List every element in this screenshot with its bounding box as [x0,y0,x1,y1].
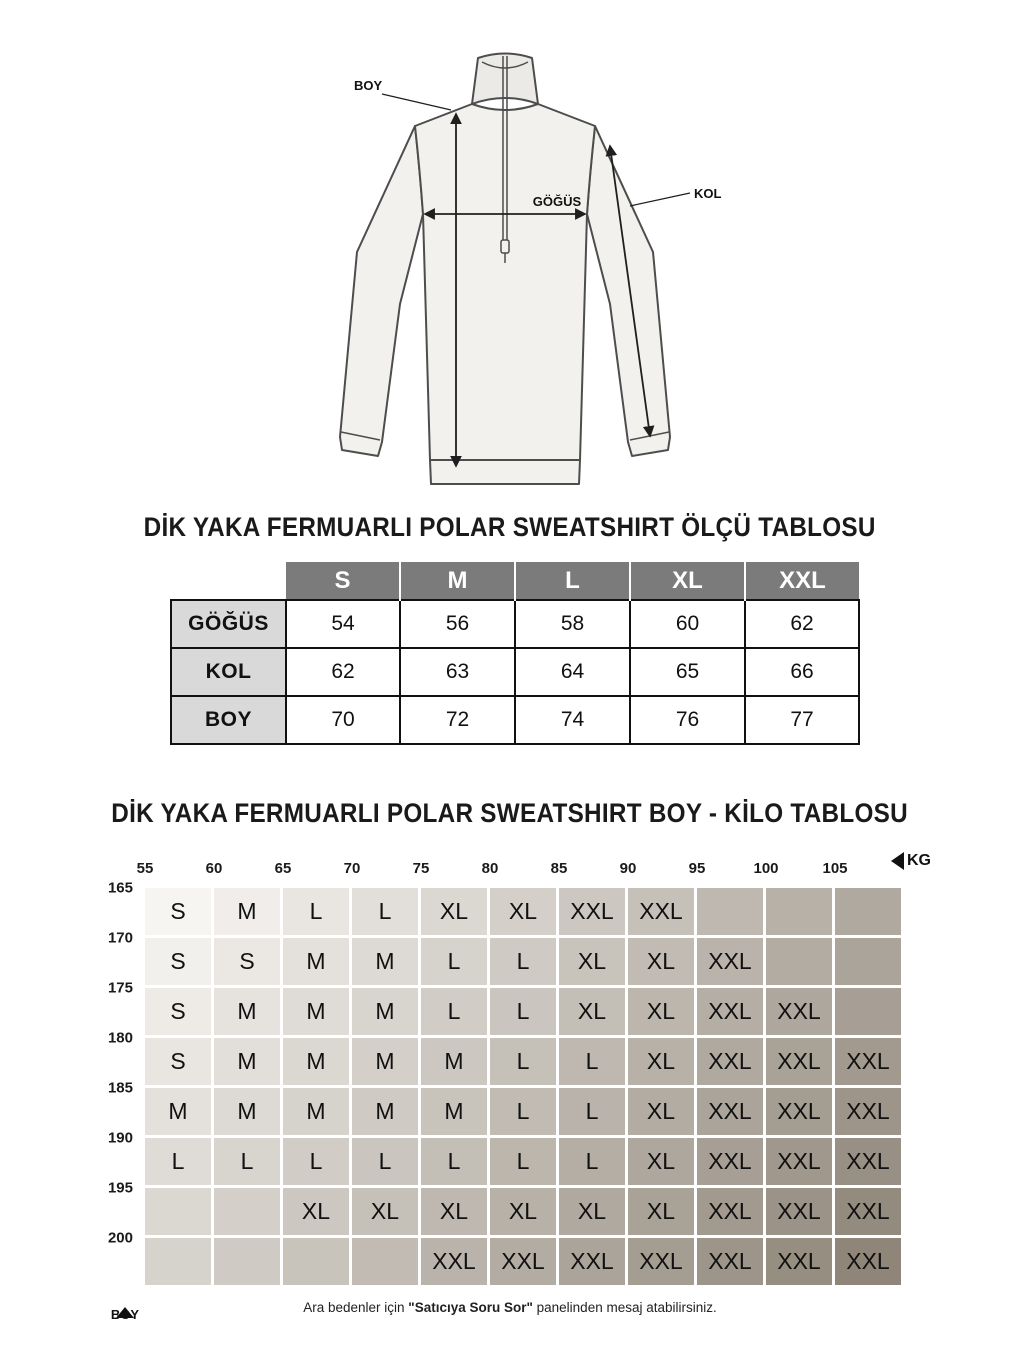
hw-size-cell: L [421,938,487,985]
hw-empty-cell [835,938,901,985]
hw-size-cell: XXL [835,1138,901,1185]
hw-size-cell: XXL [766,1188,832,1235]
hw-size-cell: L [490,1138,556,1185]
hw-size-cell: S [145,938,211,985]
hw-size-cell: M [283,938,349,985]
size-table-row [171,600,859,648]
hw-size-cell: XXL [490,1238,556,1285]
hw-size-cell: XXL [835,1238,901,1285]
boy-tick-label: 165 [107,879,133,897]
hw-size-cell: XXL [628,888,694,935]
hw-empty-cell [835,988,901,1035]
hem-band [430,460,580,484]
hw-size-cell: L [283,1138,349,1185]
hw-size-cell: L [490,938,556,985]
kg-tick-label: 65 [274,860,292,877]
size-table-title: DİK YAKA FERMUARLI POLAR SWEATSHIRT ÖLÇÜ TABLOSU [143,512,877,542]
hw-size-cell: XXL [697,1238,763,1285]
hw-empty-cell [352,1238,418,1285]
hw-size-cell: XXL [421,1238,487,1285]
hw-size-cell: M [352,1088,418,1135]
hw-empty-cell [145,1188,211,1235]
hw-size-cell: L [421,988,487,1035]
hw-size-cell: XL [559,938,625,985]
hw-size-cell: XL [628,1088,694,1135]
kg-tick-label: 75 [412,860,430,877]
right-sleeve [587,126,670,456]
size-column-header: S [286,562,400,600]
size-value-cell: 77 [745,696,859,744]
footer-note [0,1300,1020,1315]
kg-tick-label: 60 [205,860,223,877]
hw-size-cell: M [214,1088,280,1135]
hw-size-cell: M [352,938,418,985]
kg-tick-label: 95 [688,860,706,877]
hw-size-cell: XXL [766,988,832,1035]
hw-size-cell: S [145,888,211,935]
size-table-corner [171,562,286,600]
footer-note-quoted: "Satıcıya Soru Sor" [408,1300,533,1315]
size-column-header: XL [630,562,745,600]
size-value-cell: 62 [286,648,400,696]
hw-size-cell: L [352,1138,418,1185]
hw-size-cell: L [352,888,418,935]
length-label: BOY [354,78,383,93]
hw-size-cell: XL [559,1188,625,1235]
hw-size-cell: XL [628,1038,694,1085]
size-row-label: KOL [171,648,286,696]
hw-size-cell: XXL [697,1088,763,1135]
hw-size-cell: M [283,1088,349,1135]
chest-label: GÖĞÜS [532,194,582,209]
size-table-row [171,648,859,696]
hw-size-cell: XL [628,938,694,985]
hw-size-cell: XL [490,888,556,935]
size-column-header: L [515,562,630,600]
hw-size-cell: XL [628,1188,694,1235]
hw-empty-cell [835,888,901,935]
size-table [170,562,860,745]
hw-size-cell: S [214,938,280,985]
hw-size-cell: M [421,1088,487,1135]
hw-size-cell: XXL [628,1238,694,1285]
hw-size-cell: M [145,1088,211,1135]
hw-size-cell: L [490,988,556,1035]
sweatshirt-figure [320,42,740,507]
kg-tick-label: 55 [136,860,154,877]
size-value-cell: 58 [515,600,630,648]
height-weight-grid [145,888,901,1285]
hw-size-cell: L [490,1038,556,1085]
kg-tick-label: 80 [481,860,499,877]
hw-size-cell: XXL [559,888,625,935]
kg-axis-label: KG [907,852,931,869]
hw-size-cell: M [214,1038,280,1085]
hw-empty-cell [214,1238,280,1285]
size-value-cell: 62 [745,600,859,648]
hw-size-cell: XXL [559,1238,625,1285]
hw-size-cell: XXL [766,1038,832,1085]
hw-size-cell: XXL [697,988,763,1035]
hw-size-cell: XXL [697,1188,763,1235]
size-value-cell: 70 [286,696,400,744]
size-value-cell: 65 [630,648,745,696]
hw-size-cell: L [490,1088,556,1135]
kg-tick-label: 90 [619,860,637,877]
hw-empty-cell [214,1188,280,1235]
size-value-cell: 66 [745,648,859,696]
hw-size-cell: XL [421,1188,487,1235]
length-label-pointer [382,94,451,110]
hw-size-cell: XXL [697,1038,763,1085]
boy-tick-label: 195 [107,1179,133,1197]
hw-size-cell: XL [559,988,625,1035]
sleeve-label: KOL [694,186,722,201]
kg-arrow-icon [891,852,904,870]
hw-size-cell: M [214,888,280,935]
hw-empty-cell [697,888,763,935]
kg-tick-label: 70 [343,860,361,877]
boy-tick-label: 185 [107,1079,133,1097]
size-value-cell: 56 [400,600,515,648]
boy-tick-label: 180 [107,1029,133,1047]
size-column-header: XXL [745,562,859,600]
size-value-cell: 63 [400,648,515,696]
hw-size-cell: XXL [697,938,763,985]
hw-size-cell: XXL [766,1138,832,1185]
hw-size-cell: L [214,1138,280,1185]
hw-size-cell: M [352,988,418,1035]
size-value-cell: 54 [286,600,400,648]
hw-size-cell: L [559,1038,625,1085]
hw-size-cell: XL [628,988,694,1035]
hw-size-cell: L [283,888,349,935]
size-table-row [171,696,859,744]
boy-tick-label: 190 [107,1129,133,1147]
hw-size-cell: XXL [697,1138,763,1185]
kg-axis-legend [891,852,931,870]
size-table-body [171,600,859,744]
hw-size-cell: XL [283,1188,349,1235]
hw-size-cell: L [145,1138,211,1185]
size-value-cell: 64 [515,648,630,696]
hw-size-cell: XXL [766,1088,832,1135]
size-value-cell: 74 [515,696,630,744]
hw-size-cell: XXL [835,1038,901,1085]
body-outline [415,104,595,460]
hw-size-cell: M [421,1038,487,1085]
hw-size-cell: M [214,988,280,1035]
size-row-label: BOY [171,696,286,744]
hw-empty-cell [766,888,832,935]
hw-size-cell: M [283,1038,349,1085]
hw-size-cell: S [145,1038,211,1085]
kg-tick-label: 85 [550,860,568,877]
hw-empty-cell [145,1238,211,1285]
footer-note-suffix: panelinden mesaj atabilirsiniz. [532,1300,717,1315]
hw-size-cell: XL [628,1138,694,1185]
footer-note-prefix: Ara bedenler için [303,1300,409,1315]
sleeve-label-pointer [630,193,690,206]
hw-size-cell: L [559,1088,625,1135]
hw-size-cell: XL [421,888,487,935]
hw-size-cell: M [352,1038,418,1085]
left-sleeve [340,126,423,456]
hw-empty-cell [283,1238,349,1285]
boy-axis-label: BOY [110,1307,140,1322]
kg-tick-label: 100 [753,860,779,877]
height-weight-title: DİK YAKA FERMUARLI POLAR SWEATSHIRT BOY - KİLO TABLOSU [111,798,909,828]
hw-size-cell: XL [352,1188,418,1235]
size-column-header: M [400,562,515,600]
size-value-cell: 76 [630,696,745,744]
boy-tick-label: 200 [107,1229,133,1247]
hw-size-cell: L [559,1138,625,1185]
hw-size-cell: XXL [835,1088,901,1135]
boy-tick-label: 170 [107,929,133,947]
hw-size-cell: L [421,1138,487,1185]
size-value-cell: 72 [400,696,515,744]
size-table-header-row [171,562,859,600]
hw-size-cell: XL [490,1188,556,1235]
boy-tick-label: 175 [107,979,133,997]
size-row-label: GÖĞÜS [171,600,286,648]
hw-size-cell: XXL [835,1188,901,1235]
hw-size-cell: M [283,988,349,1035]
size-value-cell: 60 [630,600,745,648]
collar [472,54,538,105]
hw-size-cell: S [145,988,211,1035]
hw-size-cell: XXL [766,1238,832,1285]
kg-tick-label: 105 [822,860,848,877]
hw-empty-cell [766,938,832,985]
